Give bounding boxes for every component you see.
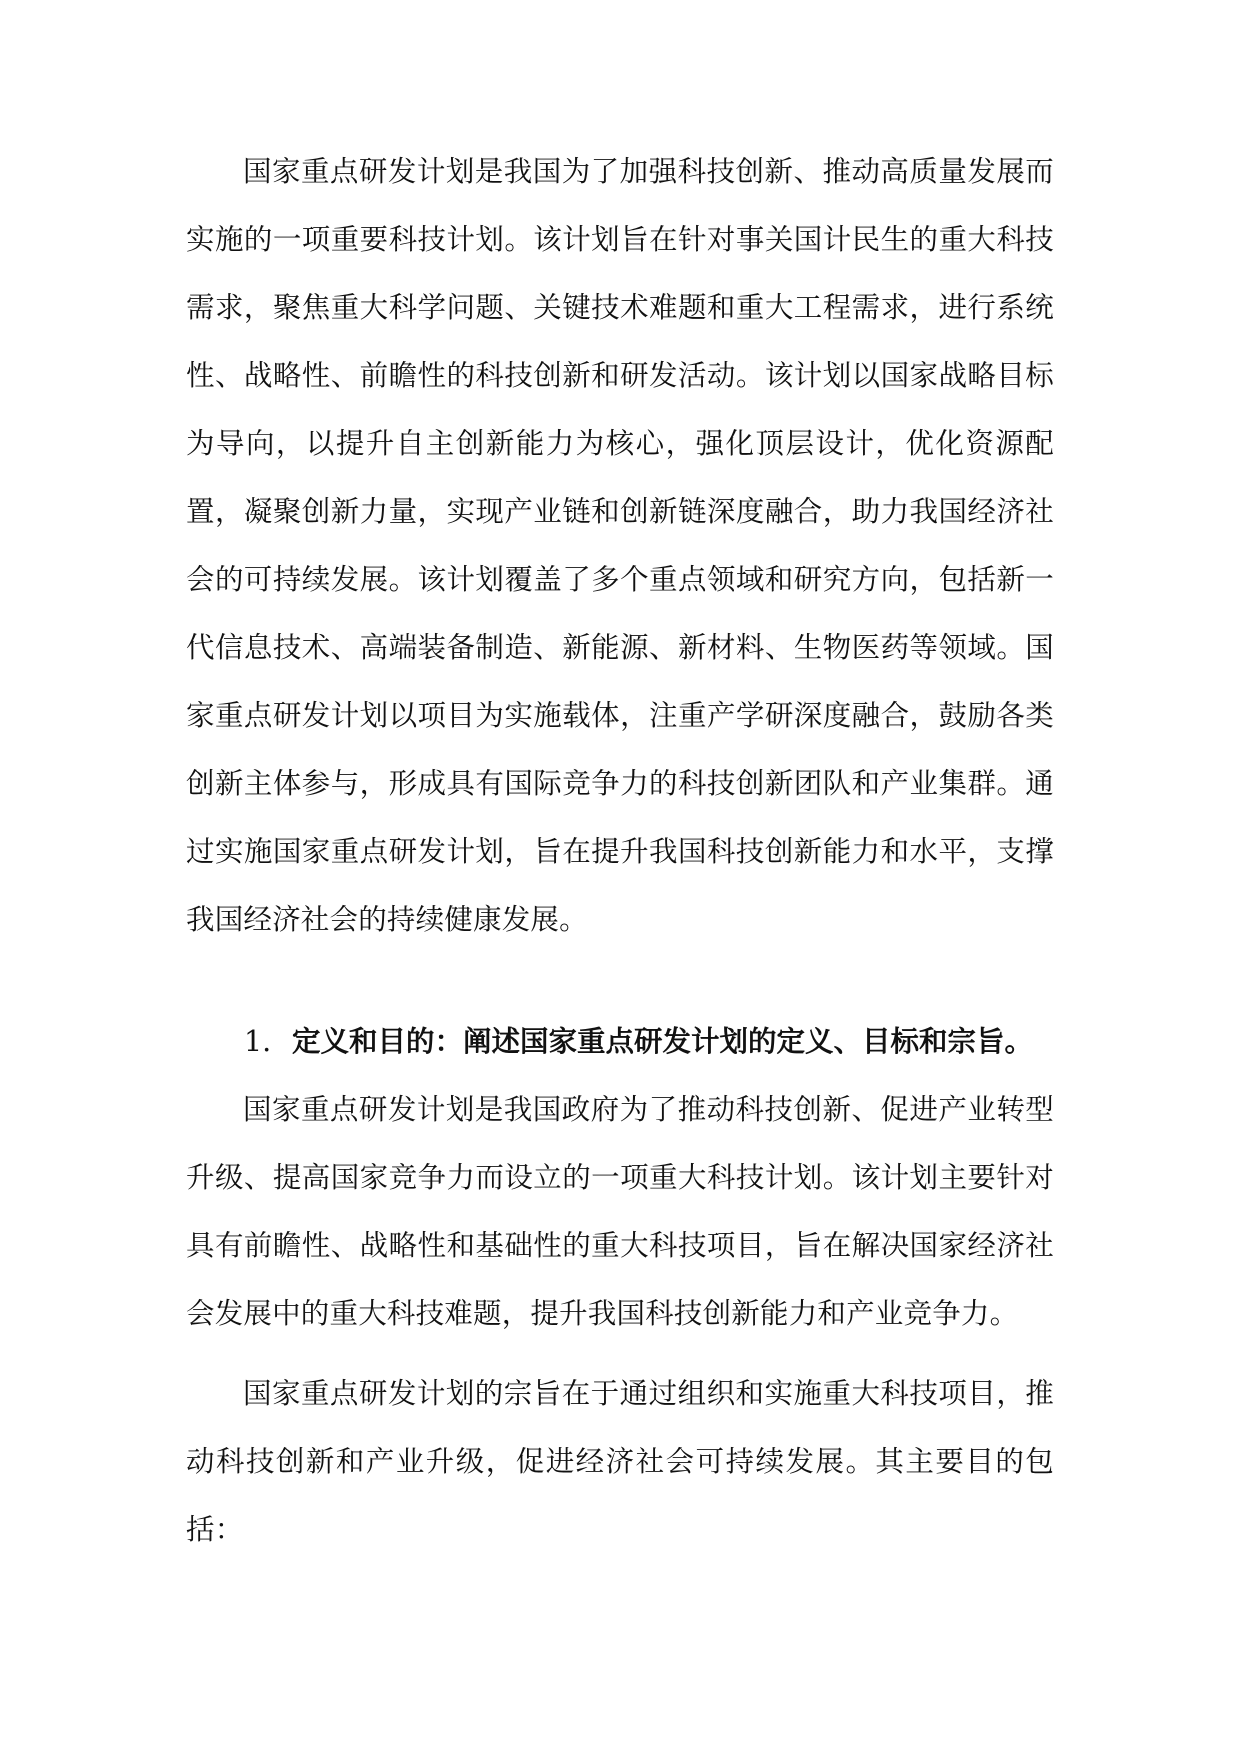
section-heading-text: 定义和目的：阐述国家重点研发计划的定义、目标和宗旨。 (292, 1025, 1034, 1058)
section-heading (186, 1008, 1054, 1076)
definition-paragraph: 国家重点研发计划是我国政府为了推动科技创新、促进产业转型升级、提高国家竞争力而设立的一项重大科技计划。该计划主要针对具有前瞻性、战略性和基础性的重大科技项目，旨在解决国家经济社会发展中的重大科技难题，提升我国科技创新能力和产业竞争力。 (186, 1093, 1054, 1330)
intro-paragraph: 国家重点研发计划是我国为了加强科技创新、推动高质量发展而实施的一项重要科技计划。该计划旨在针对事关国计民生的重大科技需求，聚焦重大科学问题、关键技术难题和重大工程需求，进行系统性、战略性、前瞻性的科技创新和研发活动。该计划以国家战略目标为导向，以提升自主创新能力为核心，强化顶层设计，优化资源配置，凝聚创新力量，实现产业链和创新链深度融合，助力我国经济社会的可持续发展。该计划覆盖了多个重点领域和研究方向，包括新一代信息技术、高端装备制造、新能源、新材料、生物医药等领域。国家重点研发计划以项目为实施载体，注重产学研深度融合，鼓励各类创新主体参与，形成具有国际竞争力的科技创新团队和产业集群。通过实施国家重点研发计划，旨在提升我国科技创新能力和水平，支撑我国经济社会的持续健康发展。 (186, 155, 1054, 936)
document-page (186, 138, 1054, 1564)
section-number: 1. (244, 1025, 272, 1058)
purpose-paragraph: 国家重点研发计划的宗旨在于通过组织和实施重大科技项目，推动科技创新和产业升级，促进经济社会可持续发展。其主要目的包括： (186, 1377, 1054, 1546)
